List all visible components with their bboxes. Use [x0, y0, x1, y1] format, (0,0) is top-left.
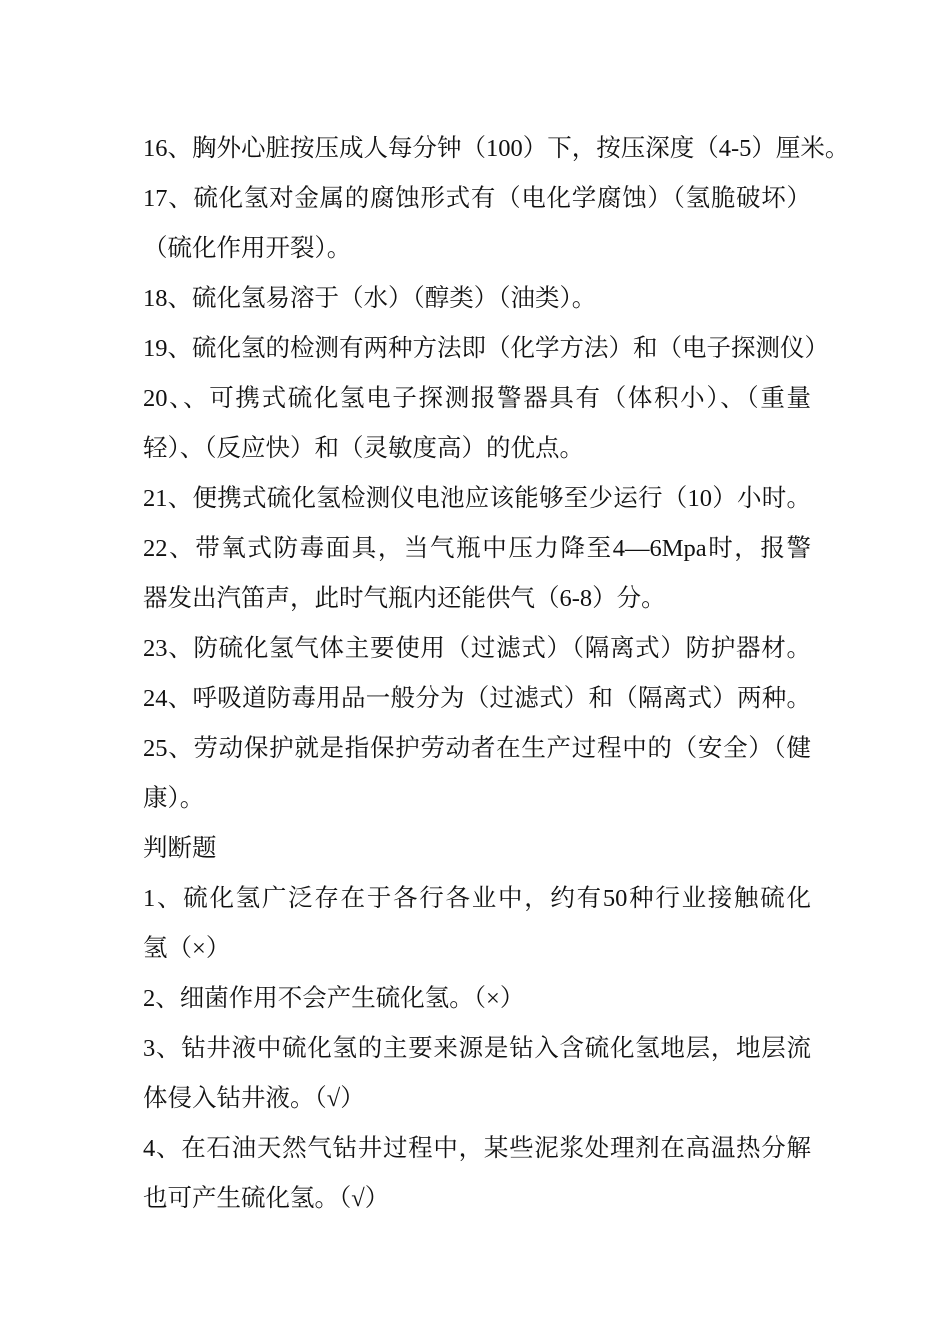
- text-line-13: 25、劳动保护就是指保护劳动者在生产过程中的（安全）（健: [143, 735, 811, 762]
- document-page: [143, 124, 850, 1224]
- text-line-9: 22、带氧式防毒面具，当气瓶中压力降至4—6Mpa时，报警: [143, 535, 811, 562]
- text-line-20: 体侵入钻井液。（√）: [143, 1085, 365, 1112]
- text-line-4: 18、硫化氢易溶于（水）（醇类）（油类）。: [143, 285, 597, 312]
- text-line-7: 轻）、（反应快）和（灵敏度高）的优点。: [143, 435, 584, 462]
- text-line-5: 19、硫化氢的检测有两种方法即（化学方法）和（电子探测仪）: [143, 335, 829, 362]
- text-line-14: 康）。: [143, 785, 205, 812]
- text-line-8: 21、便携式硫化氢检测仪电池应该能够至少运行（10）小时。: [143, 485, 811, 512]
- text-line-16: 1、硫化氢广泛存在于各行各业中，约有50种行业接触硫化: [143, 885, 811, 912]
- text-line-2: 17、硫化氢对金属的腐蚀形式有（电化学腐蚀）（氢脆破坏）: [143, 185, 811, 212]
- text-line-1: 16、胸外心脏按压成人每分钟（100）下，按压深度（4-5）厘米。: [143, 135, 850, 162]
- text-line-18: 2、细菌作用不会产生硫化氢。（×）: [143, 985, 525, 1012]
- text-line-12: 24、呼吸道防毒用品一般分为（过滤式）和（隔离式）两种。: [143, 685, 811, 712]
- text-line-21: 4、在石油天然气钻井过程中，某些泥浆处理剂在高温热分解: [143, 1135, 811, 1162]
- text-line-22: 也可产生硫化氢。（√）: [143, 1185, 390, 1212]
- text-line-6: 20、、可携式硫化氢电子探测报警器具有（体积小）、（重量: [143, 385, 811, 412]
- text-line-3: （硫化作用开裂）。: [143, 235, 352, 262]
- text-line-19: 3、钻井液中硫化氢的主要来源是钻入含硫化氢地层，地层流: [143, 1035, 811, 1062]
- text-line-17: 氢（×）: [143, 935, 231, 962]
- text-line-11: 23、防硫化氢气体主要使用（过滤式）（隔离式）防护器材。: [143, 635, 811, 662]
- section-heading: 判断题: [143, 835, 217, 862]
- text-line-10: 器发出汽笛声，此时气瓶内还能供气（6-8）分。: [143, 585, 666, 612]
